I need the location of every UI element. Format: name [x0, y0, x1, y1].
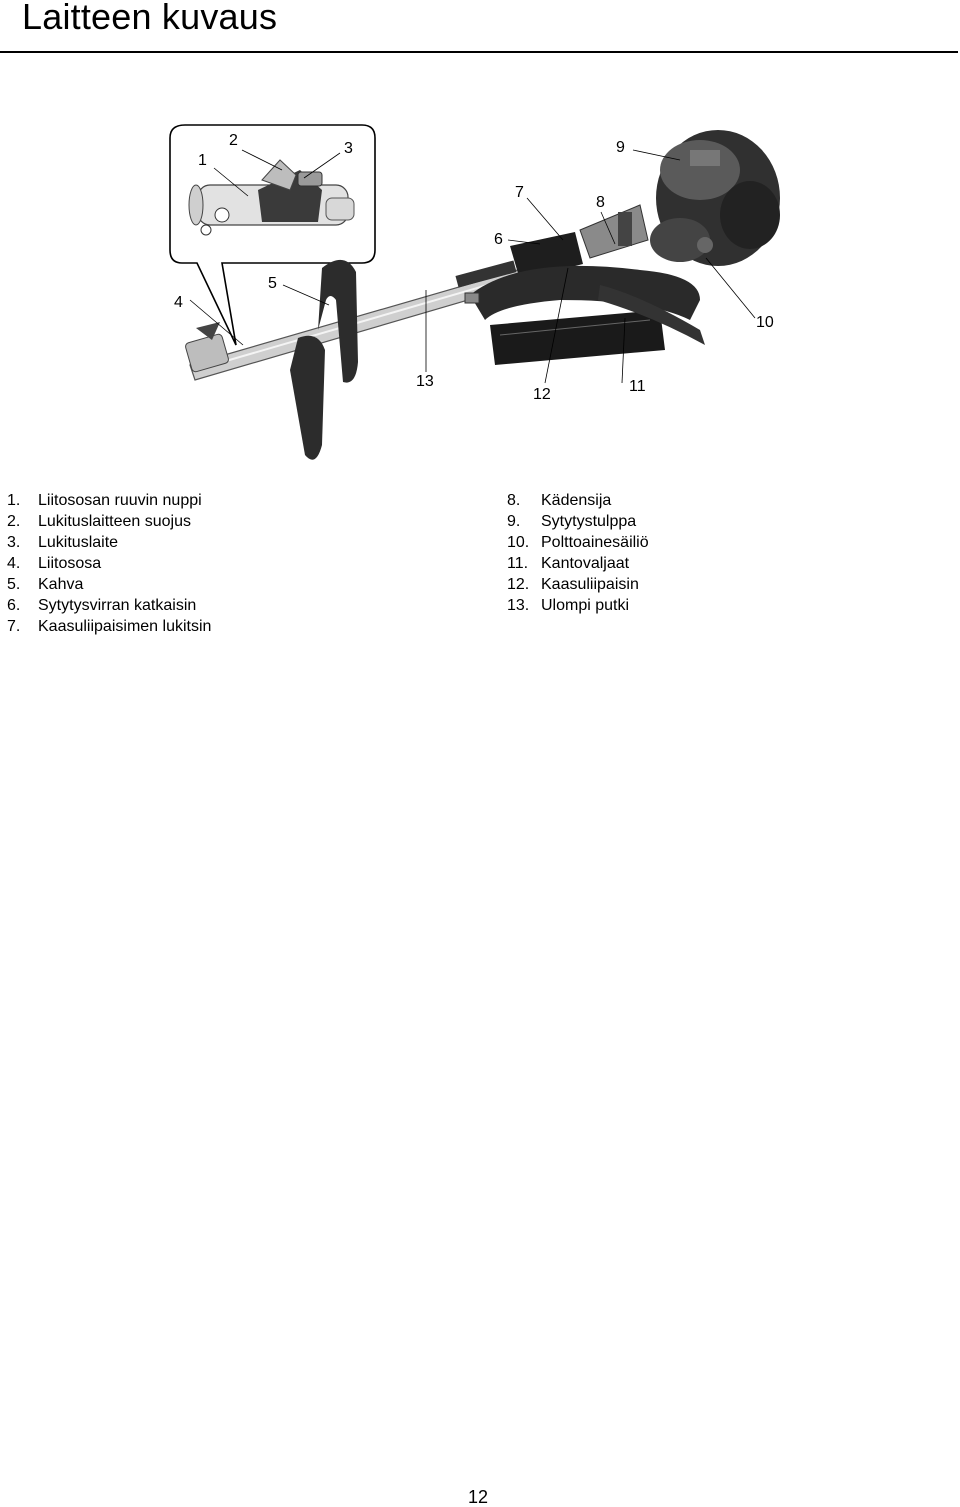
legend-number: 9. [507, 513, 521, 530]
legend-label: Kahva [38, 576, 84, 593]
legend-right [507, 490, 649, 616]
loop-handle-shape [290, 260, 358, 460]
legend-number: 13. [507, 597, 530, 614]
legend-item [507, 532, 649, 553]
callout-2: 2 [229, 132, 238, 149]
legend-label: Kaasuliipaisin [541, 576, 639, 593]
legend-item [507, 553, 649, 574]
legend-number: 12. [507, 576, 530, 593]
legend-item [507, 595, 649, 616]
legend-item [507, 511, 649, 532]
legend-number: 11. [507, 555, 529, 572]
legend-number: 4. [7, 555, 21, 572]
legend-label: Sytytystulppa [541, 513, 637, 530]
callout-11: 11 [629, 378, 646, 395]
legend-number: 10. [507, 534, 530, 551]
legend-number: 7. [7, 618, 21, 635]
harness [465, 266, 705, 365]
legend-item [7, 553, 211, 574]
callout-8: 8 [596, 194, 605, 211]
callout-1: 1 [198, 152, 207, 169]
legend-number: 8. [507, 492, 521, 509]
legend-item [7, 616, 211, 637]
legend-label: Polttoainesäiliö [541, 534, 649, 551]
legend-label: Lukituslaitteen suojus [38, 513, 191, 530]
legend-item [507, 490, 649, 511]
page-number: 12 [468, 1487, 489, 1507]
callout-4: 4 [174, 294, 183, 311]
legend-label: Liitososan ruuvin nuppi [38, 492, 202, 509]
legend-label: Ulompi putki [541, 597, 630, 614]
callout-3: 3 [344, 140, 353, 157]
legend-number: 1. [7, 492, 21, 509]
callout-5: 5 [268, 275, 277, 292]
legend-item [7, 532, 211, 553]
legend-label: Kantovaljaat [541, 555, 630, 572]
legend-number: 3. [7, 534, 21, 551]
legend-label: Sytytysvirran katkaisin [38, 597, 197, 614]
callout-10: 10 [756, 314, 774, 331]
legend-item [7, 595, 211, 616]
legend-item [7, 574, 211, 595]
callout-6: 6 [494, 231, 503, 248]
legend-label: Kaasuliipaisimen lukitsin [38, 618, 212, 635]
legend-number: 6. [7, 597, 21, 614]
callout-7: 7 [515, 184, 524, 201]
legend-label: Kädensija [541, 492, 612, 509]
engine [580, 130, 780, 266]
callout-13: 13 [416, 373, 434, 390]
legend-number: 2. [7, 513, 21, 530]
legend-item [507, 574, 649, 595]
callout-9: 9 [616, 139, 625, 156]
legend-number: 5. [7, 576, 21, 593]
callout-12: 12 [533, 386, 551, 403]
legend-label: Liitososa [38, 555, 102, 572]
product-figure [0, 0, 960, 480]
page-title: Laitteen kuvaus [22, 0, 278, 37]
legend-item [7, 490, 211, 511]
legend-left [7, 490, 211, 637]
legend-item [7, 511, 211, 532]
legend-label: Lukituslaite [38, 534, 119, 551]
machine-illustration [0, 0, 960, 480]
